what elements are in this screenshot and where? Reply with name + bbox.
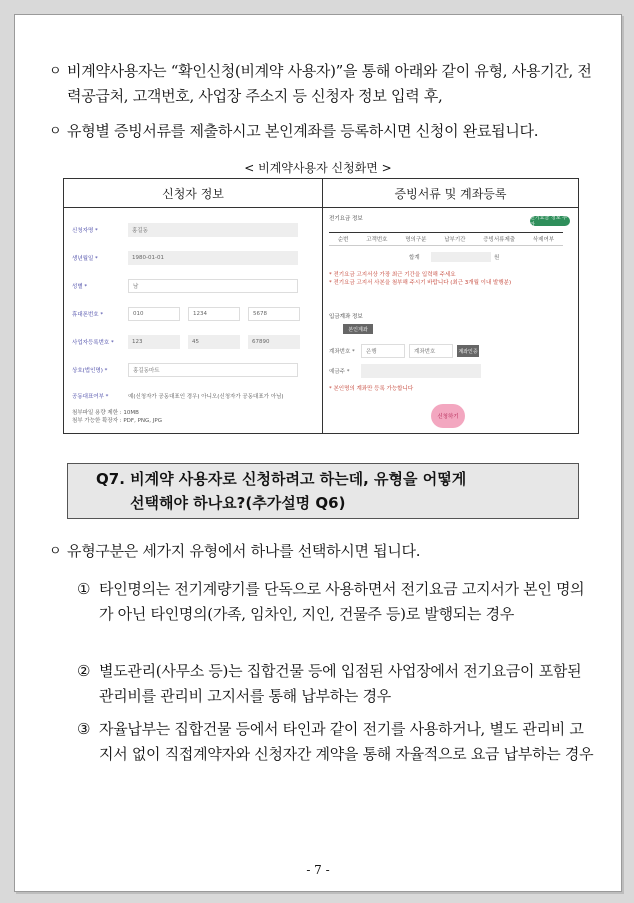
form-row-company: 상호(법인명) * 홍길동마트: [72, 362, 298, 378]
item-number: ②: [77, 662, 91, 680]
bullet-text: 유형별 증빙서류를 제출하시고 본인계좌를 등록하시면 신청이 완료됩니다.: [67, 122, 539, 140]
account-info-title: 입금계좌 정보: [329, 314, 363, 320]
form-row-phone: 휴대폰번호 * 010 1234 5678: [72, 306, 300, 322]
figure-caption: < 비계약사용자 신청화면 >: [244, 161, 392, 175]
form-row-birth: 생년월일 * 1980-01-01: [72, 250, 298, 266]
form-notes: 첨부파일 용량 제한 : 10MB 첨부 가능한 확장자 : PDF, PNG, JPG: [72, 410, 162, 424]
application-screen-table: [63, 178, 579, 434]
documents-account-cell: [323, 208, 579, 434]
item-number: ①: [77, 580, 91, 598]
bullet-mark: ㅇ: [49, 64, 62, 79]
col-header-applicant: 신청자 정보: [64, 179, 323, 208]
total-amount-field: [431, 252, 491, 262]
bank-select[interactable]: 은행: [361, 344, 405, 358]
numbered-item-2: [77, 659, 597, 709]
bullet-mark: ㅇ: [49, 544, 62, 559]
bill-table-header: 순번 고객번호 명의구분 납부기간 증빙서류제출 삭제여부: [329, 232, 563, 246]
account-number-field[interactable]: 계좌번호: [409, 344, 453, 358]
submit-button[interactable]: 신청하기: [431, 404, 465, 428]
question-box: [67, 463, 579, 519]
account-note: * 본인명의 계좌만 등록 가능합니다: [329, 386, 414, 392]
item-number: ③: [77, 720, 91, 738]
bill-total-row: 합계 원: [409, 252, 499, 262]
form-row-name: 신청자명 * 홍길동: [72, 222, 298, 238]
account-holder-row: 예금주 *: [329, 364, 481, 378]
numbered-item-3: [77, 717, 597, 767]
bullet-mark: ㅇ: [49, 124, 62, 139]
bullet-paragraph-1: [49, 59, 597, 109]
company-field[interactable]: 홍길동마트: [128, 363, 298, 377]
bizno-field-3[interactable]: 67890: [248, 335, 300, 349]
item-text: 타인명의는 전기계량기를 단독으로 사용하면서 전기요금 고지서가 본인 명의가 아닌 타인명의(가족, 임차인, 지인, 건물주 등)로 발행되는 경우: [99, 580, 585, 623]
account-number-row: 계좌번호 * 은행 계좌번호 계좌인증: [329, 344, 479, 358]
joint-rep-radios[interactable]: 예(신청자가 공동대표인 경우) 아니오(신청자가 공동대표가 아님): [128, 394, 284, 400]
phone-field-3[interactable]: 5678: [248, 307, 300, 321]
form-row-joint-rep: 공동대표여부 * 예(신청자가 공동대표인 경우) 아니오(신청자가 공동대표가 아님): [72, 394, 284, 400]
question-line-1: Q7. 비계약 사용자로 신청하려고 하는데, 유형을 어떻게: [96, 470, 467, 488]
phone-field-2[interactable]: 1234: [188, 307, 240, 321]
bill-notes: * 전기요금 고지서상 가장 최근 기간을 입력해 주세요 * 전기요금 고지서 사본을 첨부해 주시기 바랍니다 (최근 3개월 이내 발행분): [329, 272, 512, 286]
account-verify-button[interactable]: 계좌인증: [457, 345, 479, 357]
col-header-documents: 증빙서류 및 계좌등록: [323, 179, 579, 208]
question-line-2: 선택해야 하나요?(추가설명 Q6): [130, 494, 346, 512]
phone-field-1[interactable]: 010: [128, 307, 180, 321]
bizno-field-1[interactable]: 123: [128, 335, 180, 349]
applicant-form-cell: [64, 208, 323, 434]
answer-bullet: [49, 539, 597, 564]
account-holder-field[interactable]: [361, 364, 481, 378]
page-number: - 7 -: [306, 863, 330, 877]
form-row-gender: 성별 * 남: [72, 278, 298, 294]
add-bill-button[interactable]: 전기요금 정보 추가: [530, 216, 570, 226]
document-page: [14, 14, 622, 892]
form-row-bizno: 사업자등록번호 * 123 45 67890: [72, 334, 300, 350]
item-text: 자율납부는 집합건물 등에서 타인과 같이 전기를 사용하거나, 별도 관리비 고지서 없이 직접계약자와 신청자간 계약을 통해 자율적으로 요금 납부하는 경우: [99, 720, 594, 763]
birth-field[interactable]: 1980-01-01: [128, 251, 298, 265]
own-account-button[interactable]: 본인계좌: [343, 324, 373, 334]
item-text: 별도관리(사무소 등)는 집합건물 등에 입점된 사업장에서 전기요금이 포함된 관리비를 관리비 고지서를 통해 납부하는 경우: [99, 662, 582, 705]
bullet-text: 유형구분은 세가지 유형에서 하나를 선택하시면 됩니다.: [67, 542, 421, 560]
bullet-paragraph-2: [49, 119, 597, 144]
name-field[interactable]: 홍길동: [128, 223, 298, 237]
bullet-text: 비계약사용자는 “확인신청(비계약 사용자)”을 통해 아래와 같이 유형, 사용기간, 전력공급처, 고객번호, 사업장 주소지 등 신청자 정보 입력 후,: [67, 62, 592, 105]
bizno-field-2[interactable]: 45: [188, 335, 240, 349]
bill-info-title: 전기요금 정보: [329, 216, 363, 222]
numbered-item-1: [77, 577, 597, 627]
gender-select[interactable]: 남: [128, 279, 298, 293]
